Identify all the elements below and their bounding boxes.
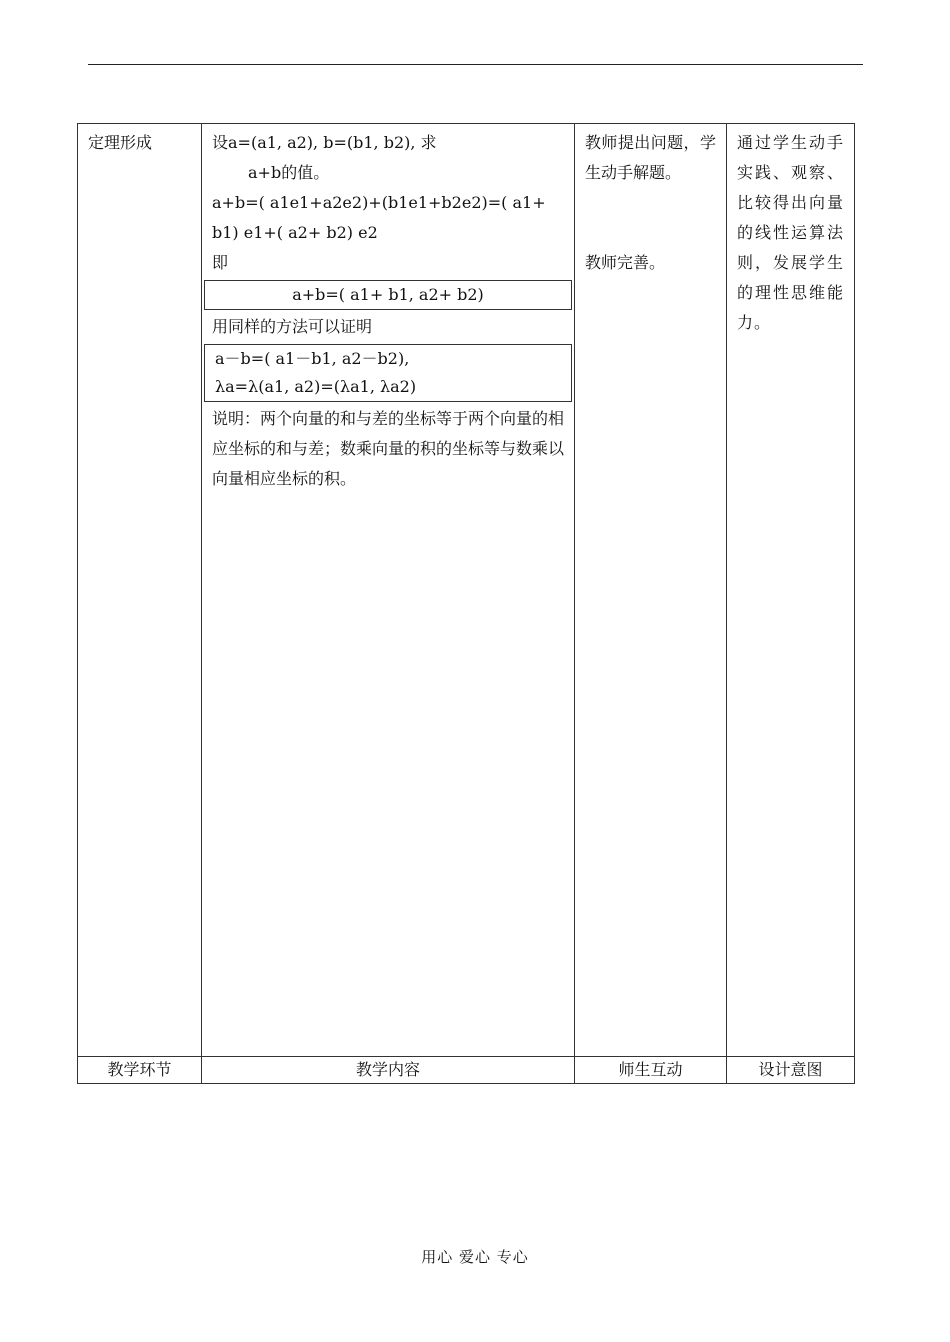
header-intent: 设计意图 [727,1057,855,1084]
content-line-1: 设a=(a1, a2), b=(b1, b2), 求 [212,133,437,152]
header-rule [88,64,863,65]
explanation-text: 说明：两个向量的和与差的坐标等于两个向量的相应坐标的和与差；数乘向量的积的坐标等与数乘以向量相应坐标的积。 [212,409,565,488]
header-interaction: 师生互动 [575,1057,727,1084]
interaction-spacer [585,188,716,248]
table-row [78,124,855,1057]
lesson-table [77,123,855,1084]
sum-formula: a+b=( a1+ b1, a2+ b2) [292,285,484,304]
intent-text: 通过学生动手实践、观察、比较得出向量的线性运算法则，发展学生的理性思维能力。 [737,133,844,332]
content-line-3: a+b=( a1e1+a2e2)+(b1e1+b2e2)=( a1+ [212,193,546,212]
interaction-line-1: 教师提出问题，学生动手解题。 [585,133,716,182]
content-line-4: b1) e1+( a2+ b2) e2 [212,223,378,242]
page-footer: 用心 爱心 专心 [421,1248,529,1266]
content-line-6: 用同样的方法可以证明 [212,317,373,336]
intent-cell [727,124,855,1057]
scalar-formula: λa=λ(a1, a2)=(λa1, λa2) [215,377,417,396]
header-stage: 教学环节 [78,1057,202,1084]
interaction-cell [575,124,727,1057]
header-content: 教学内容 [202,1057,575,1084]
content-line-5: 即 [212,253,229,272]
content-cell [202,124,575,1057]
diff-scalar-formula-box [204,344,572,402]
interaction-line-2: 教师完善。 [585,253,666,272]
stage-label: 定理形成 [88,133,153,152]
content-line-2: a+b的值。 [248,163,330,182]
header-row [78,1057,855,1084]
stage-cell [78,124,202,1057]
sum-formula-box [204,280,572,310]
diff-formula: a－b=( a1－b1, a2－b2), [215,349,410,368]
